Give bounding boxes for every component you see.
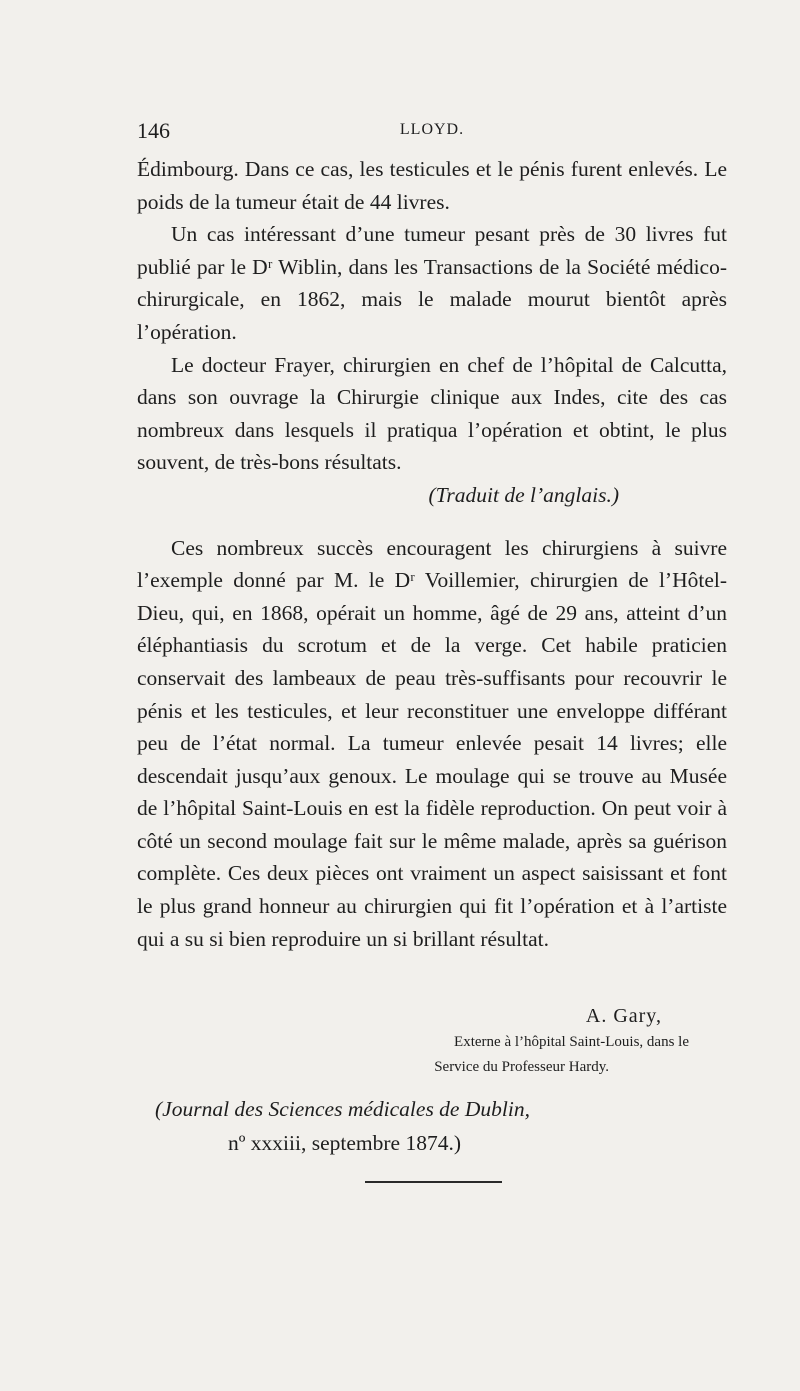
paragraph-2: Un cas intéressant d’une tumeur pesant près de 30 livres fut publié par le Dʳ Wiblin, dans les Transactions de la Société médico-chirurgicale, en 1862, mais le malade mourut bientôt après l’opération. <box>137 222 727 344</box>
page-header <box>137 118 727 148</box>
page-number: 146 <box>137 118 170 143</box>
author-affiliation-line-1: Externe à l’hôpital Saint-Louis, dans le <box>454 1034 689 1050</box>
author-affiliation-line-2: Service du Professeur Hardy. <box>434 1059 609 1075</box>
translation-credit: (Traduit de l’anglais.) <box>428 482 619 507</box>
journal-line-2: nº xxxiii, septembre 1874.) <box>228 1131 461 1155</box>
body-text <box>137 153 727 955</box>
running-head: LLOYD. <box>399 121 465 138</box>
author-name: A. Gary, <box>585 1005 662 1027</box>
paragraph-3: Le docteur Frayer, chirurgien en chef de l’hôpital de Calcutta, dans son ouvrage la Chirurgie clinique aux Indes, cite des cas nombreux dans lesquels il pratiqua l’opération et obtint, le plus souvent, de très-bons résultats. <box>137 352 727 475</box>
signature-block <box>137 1003 727 1079</box>
paragraph-1: Édimbourg. Dans ce cas, les testicules et le pénis furent enlevés. Le poids de la tumeur était de 44 livres. <box>137 157 727 214</box>
journal-line-1: (Journal des Sciences médicales de Dublin, <box>155 1097 530 1121</box>
paragraph-4: Ces nombreux succès encouragent les chirurgiens à suivre l’exemple donné par M. le Dʳ Voillemier, chirurgien de l’Hôtel-Dieu, qui, en 1868, opérait un homme, âgé de 29 ans, atteint d’un éléphantiasis du scrotum et de la verge. Cet habile praticien conservait des lambeaux de peau très-suffisants pour recouvrir le pénis et les testicules, et leur reconstituer une enveloppe différant peu de l’état normal. La tumeur enlevée pesait 14 livres; elle descendait jusqu’aux genoux. Le moulage qui se trouve au Musée de l’hôpital Saint-Louis en est la fidèle reproduction. On peut voir à côté un second moulage fait sur le même malade, après sa guérison complète. Ces deux pièces ont vraiment un aspect saisissant et font le plus grand honneur au chirurgien qui fit l’opération et à l’artiste qui a su si bien reproduire un si brillant résultat. <box>137 535 727 951</box>
journal-citation <box>155 1092 530 1160</box>
closing-rule <box>365 1181 502 1183</box>
